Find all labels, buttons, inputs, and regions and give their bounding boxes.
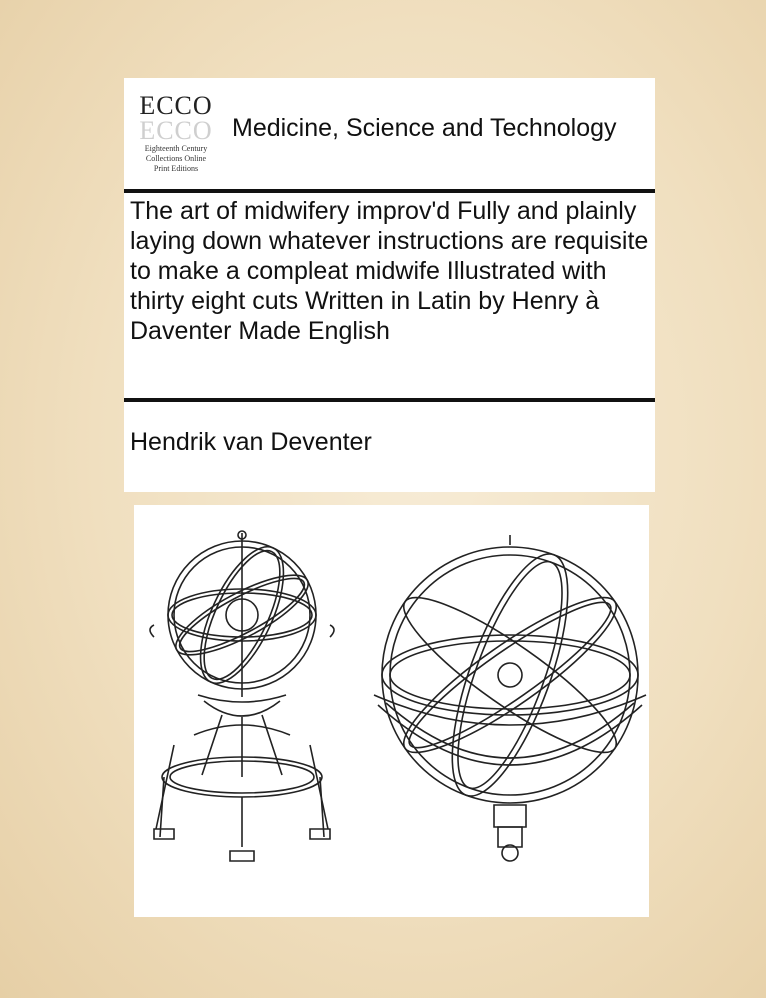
ecco-logo bbox=[136, 90, 216, 190]
logo-caption-line: Eighteenth Century bbox=[144, 144, 208, 153]
left-armillary-sphere-icon bbox=[150, 531, 334, 861]
divider-bottom bbox=[124, 398, 655, 402]
cover-header-panel bbox=[124, 78, 655, 492]
right-armillary-sphere-icon bbox=[374, 535, 646, 861]
cover-illustration bbox=[134, 505, 649, 917]
logo-caption-line: Print Editions bbox=[153, 164, 199, 173]
series-title: Medicine, Science and Technology bbox=[232, 114, 617, 142]
author-name: Hendrik van Deventer bbox=[130, 428, 372, 456]
book-title: The art of midwifery improv'd Fully and plainly laying down whatever instructions are requisite to make a compleat midwife Illustrated with thirty eight cuts Written in Latin by Henry à Daventer Made English bbox=[130, 197, 649, 345]
logo-caption bbox=[136, 144, 216, 174]
logo-mark-reflection: ECCO bbox=[139, 116, 213, 145]
divider-top bbox=[124, 189, 655, 193]
logo-mark: ECCO bbox=[139, 91, 213, 120]
armillary-spheres-icon bbox=[134, 505, 649, 917]
logo-caption-line: Collections Online bbox=[145, 154, 207, 163]
